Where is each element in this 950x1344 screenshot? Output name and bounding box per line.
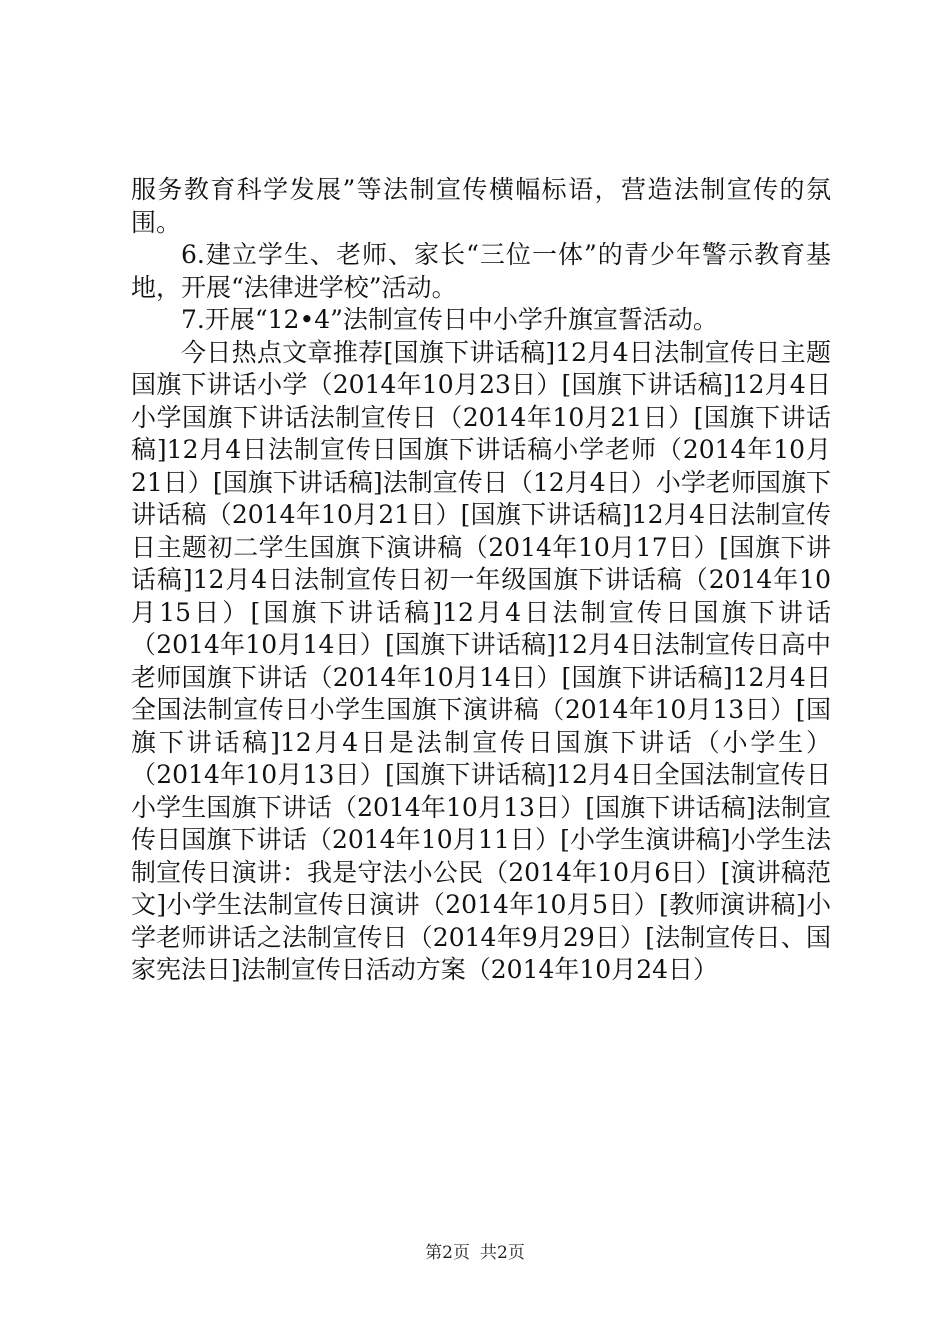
paragraph-item-6: 6.建立学生、老师、家长“三位一体”的青少年警示教育基地，开展“法律进学校”活动。	[131, 240, 831, 302]
paragraph-item-7: 7.开展“12•4”法制宣传日中小学升旗宣誓活动。	[181, 305, 718, 334]
document-body	[131, 174, 831, 987]
page-total: 共2页	[480, 1243, 525, 1263]
paragraph-continuation: 服务教育科学发展”等法制宣传横幅标语，营造法制宣传的氛围。	[131, 175, 831, 237]
paragraph-recommended-articles: 今日热点文章推荐[国旗下讲话稿]12月4日法制宣传日主题国旗下讲话小学（2014年10月23日）[国旗下讲话稿]12月4日小学国旗下讲话法制宣传日（2014年10月21日）[国旗下讲话稿]12月4日法制宣传日国旗下讲话稿小学老师（2014年10月21日）[国旗下讲话稿]法制宣传日（12月4日）小学老师国旗下讲话稿（2014年10月21日）[国旗下讲话稿]12月4日法制宣传日主题初二学生国旗下演讲稿（2014年10月17日）[国旗下讲话稿]12月4日法制宣传日初一年级国旗下讲话稿（2014年10月15日）[国旗下讲话稿]12月4日法制宣传日国旗下讲话（2014年10月14日）[国旗下讲话稿]12月4日法制宣传日高中老师国旗下讲话（2014年10月14日）[国旗下讲话稿]12月4日全国法制宣传日小学生国旗下演讲稿（2014年10月13日）[国旗下讲话稿]12月4日是法制宣传日国旗下讲话（小学生）（2014年10月13日）[国旗下讲话稿]12月4日全国法制宣传日小学生国旗下讲话（2014年10月13日）[国旗下讲话稿]法制宣传日国旗下讲话（2014年10月11日）[小学生演讲稿]小学生法制宣传日演讲：我是守法小公民（2014年10月6日）[演讲稿范文]小学生法制宣传日演讲（2014年10月5日）[教师演讲稿]小学老师讲话之法制宣传日（2014年9月29日）[法制宣传日、国家宪法日]法制宣传日活动方案（2014年10月24日）	[131, 337, 831, 984]
page-number: 第2页	[425, 1243, 470, 1263]
page-footer	[0, 1242, 950, 1264]
